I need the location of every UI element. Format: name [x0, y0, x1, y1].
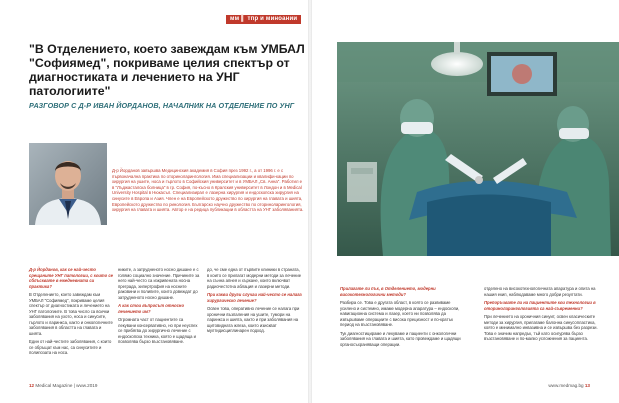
- left-column-2: [118, 267, 202, 348]
- folio-left: [29, 383, 97, 388]
- page-gutter: [308, 0, 312, 403]
- portrait-illustration: [29, 143, 107, 225]
- article-paragraph: отделено на високотехнологичната апаратура и опита на нашия екип, наблюдаваме много добри резултати.: [484, 286, 596, 297]
- right-column-2: [484, 286, 606, 345]
- left-column-1: [29, 267, 113, 359]
- article-paragraph: Един от най-честите заболявания, с които се обръщат към нас, са синуситите и полипозата на носа.: [29, 339, 112, 355]
- article-paragraph: Освен това, оперативно лечение се налага при хронични възпаления на ушите, тумори на ларинкса и шията, както и при заболявания на щитовидната жлеза, които изискват мултидисциплинарен подход.: [207, 306, 300, 333]
- article-paragraph: никите, а затрудненото носно дишане е с голямо социално значение. Причините за него най-често са изкривената носна преграда, хипертрофия на носните раковини и полипите, които довеждат до затрудненото носно дишане.: [118, 267, 200, 300]
- article-paragraph: При лечението на хроничния синуит, освен класическите методи за хирургия, прилагаме балонна синусопластика, която е минимално инвазивна и се извършва без разрези. Това е значим напредък, тъй като осигурява бързо възстановяване и по-малко усложнения за пациента.: [484, 314, 598, 341]
- interview-question: А как стои въпросът относно лечението им?: [118, 303, 185, 314]
- rubric-part-2: тпр и миноании: [247, 16, 298, 22]
- article-paragraph: Разбира се. Това е другата област, в която се развиваме усилено и системно, имаме модерна апаратура – ендоскопи, навигационна система и лазер, което ни позволява да извършваме операциите с висока прецизност и по-кратък период на възстановяване.: [340, 300, 460, 327]
- interview-question: Д-р Йорданов, как се най-често срещаните УНГ патологии, с които се сблъсквате в ежедневната си практика?: [29, 267, 113, 289]
- right-column-1: [340, 286, 462, 350]
- rubric-separator: ▌: [241, 16, 246, 22]
- interview-question: Препоръчвате ли на пациентите кои технологии в оториноларингологията са най-съвременни?: [484, 300, 596, 311]
- folio-right: [548, 383, 590, 388]
- interview-question: При какви други случаи най-често се налага хирургическо лечение?: [207, 292, 302, 303]
- article-paragraph: до, че сме една от първите клиники в страната, в които се прилагат модерни методи за лечение на сънна апнея и хъркане, които включват радиочестотна аблация и лазерни методи.: [207, 267, 302, 289]
- article-subtitle: РАЗГОВОР С Д-Р ИВАН ЙОРДАНОВ, НАЧАЛНИК НА ОТДЕЛЕНИЕ ПО УНГ: [29, 101, 295, 110]
- surgery-illustration: [337, 42, 619, 256]
- doctor-bio: Д-р Йорданов завършва Медицинския академия в София през 1992 г., а от 1996 г. е с първоначална практика по оториноларингология. Има специализации и квалифи-кации по хирургия на ушите, носа и гърлото в Софийския университет и в УМБАЛ „Св. Анна". Работил е в "Лъджасталска болница" в гр. София, по-късно в Кралския университет в Лондон и в Medical University Hospital в Нюкасъл. Специализирал е лазерна хирургия и ендоскопска хирургия на синусите в Европа и Азия. Член е на Европейското дружество по хирургия на главата и шията, Европейското дружество по ринология. Българско научно дружество по оториноларингология, хирургия на главата и шията. Автор е на редица публикации в областта на УНГ заболяванията.: [112, 168, 304, 213]
- article-headline: "В Отделението, което завеждам към УМБАЛ "Софиямед", покриваме целия спектър от диагностиката и лечението на УНГ патологиите": [29, 42, 305, 98]
- article-paragraph: В Отделението, което завеждам към УМБАЛ "Софиямед", покриваме целия спектър от диагностиката и лечението на УНГ патологиите. В това число са всички заболявания на ухото, носа и синусите, гърлото и ларинкса, както и онкологичните заболявания в областта на главата и шията.: [29, 292, 113, 336]
- folio-right-text: www.medmag.bg: [548, 383, 584, 388]
- left-column-3: [207, 267, 303, 337]
- article-paragraph: Огромната част от пациентите са лекувани консервативно, но при неуспех се прибягва до хирургично лечение с ендоскопска техника, която е щадяща и позволява бързо възстановяване.: [118, 317, 198, 344]
- folio-left-text: Medical Magazine | www.2019: [35, 383, 98, 388]
- page-number-left: 12: [29, 383, 35, 388]
- rubric-part-1: мм: [230, 16, 240, 22]
- page-number-right: 13: [584, 383, 590, 388]
- section-rubric: [226, 15, 301, 24]
- doctor-portrait: [29, 143, 107, 225]
- surgery-photo: [337, 42, 619, 256]
- interview-question: Прилагате ли пък, в Отделението, модерни високотехнологични методи?: [340, 286, 436, 297]
- article-paragraph: Тук диагностицираме и лекуваме и пациенти с онкологични заболявания на главата и шията, като провеждаме и щадящи органосъхраняващи операции.: [340, 330, 461, 347]
